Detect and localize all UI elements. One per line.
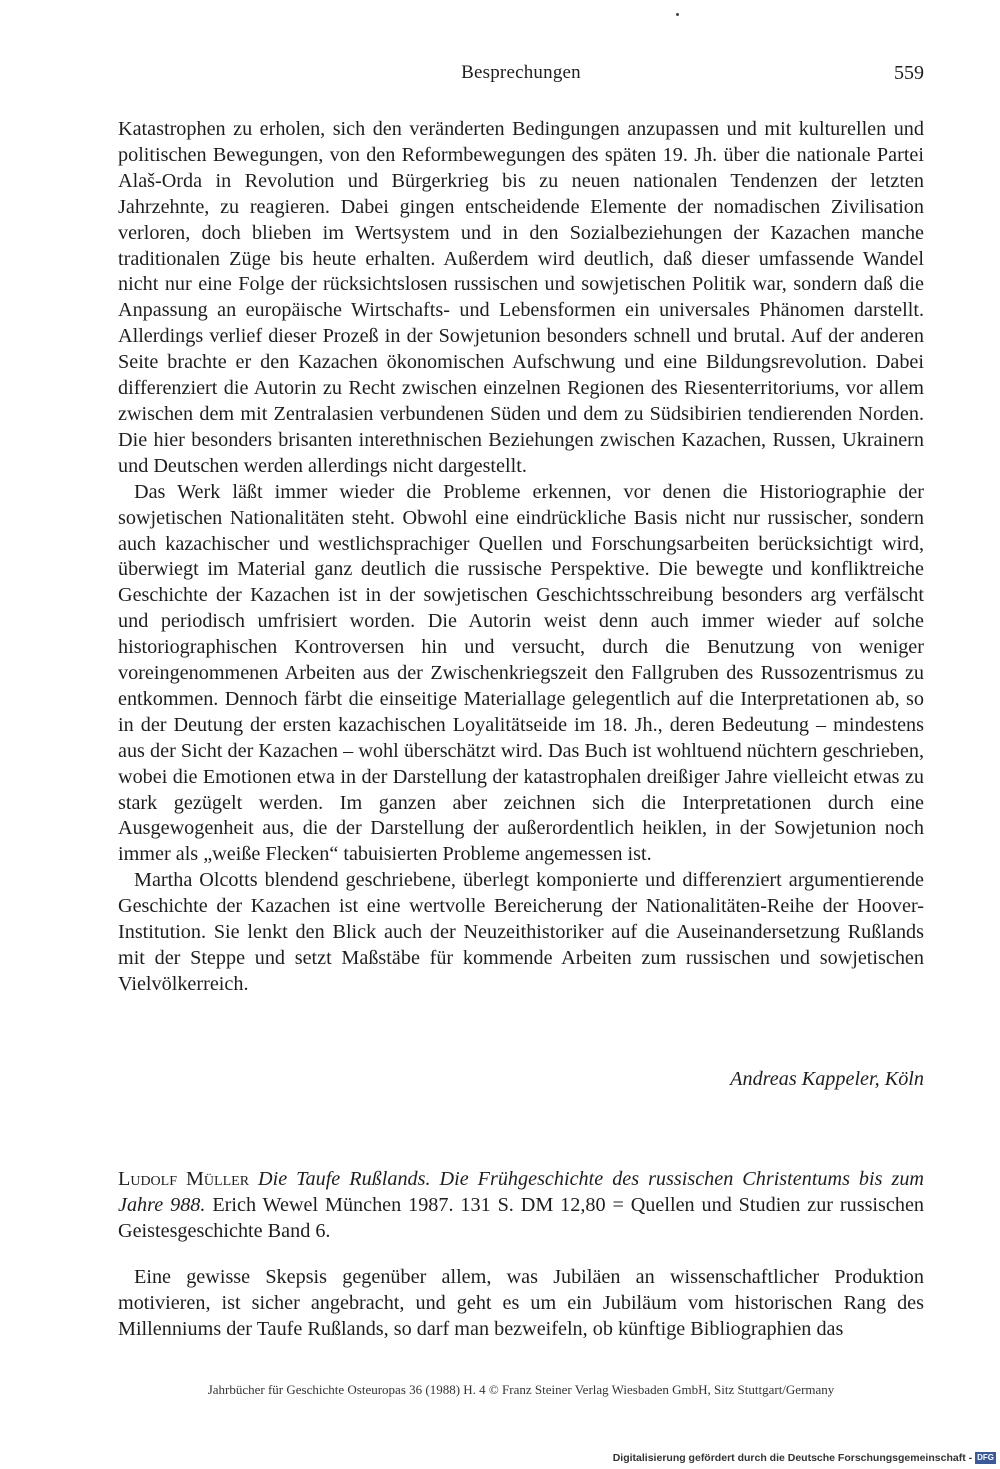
- review-body-text: [118, 117, 924, 998]
- dfg-note-text: Digitalisierung gefördert durch die Deutsche Forschungsgemeinschaft -: [612, 1452, 973, 1464]
- review-author-signature: Andreas Kappeler, Köln: [730, 1068, 924, 1090]
- dfg-funding-note: [613, 1452, 996, 1464]
- book-title: Die Taufe Rußlands. Die Frühgeschichte des russischen Christentums bis zum Jahre 988.: [118, 1168, 924, 1216]
- journal-footer: Jahrbücher für Geschichte Osteuropas 36 (1988) H. 4 © Franz Steiner Verlag Wiesbaden GmbH, Sitz Stuttgart/Germany: [207, 1382, 835, 1397]
- next-review-citation: [118, 1166, 924, 1244]
- scan-speck: [676, 13, 679, 16]
- book-details: Erich Wewel München 1987. 131 S. DM 12,80 = Quellen und Studien zur russischen Geistesgeschichte Band 6.: [118, 1194, 925, 1242]
- paragraph-3: Martha Olcotts blendend geschriebene, überlegt komponierte und differenziert argumentierende Geschichte der Kazachen ist eine wertvolle Bereicherung der Nationalitäten-Reihe der Hoover-Institution. Sie lenkt den Blick auch der Neuzeithistoriker auf die Auseinandersetzung Rußlands mit der Steppe und setzt Maßstäbe für kommende Arbeiten zum russischen und sowjetischen Vielvölkerreich.: [118, 869, 924, 995]
- section-title: Besprechungen: [461, 62, 581, 83]
- next-review-opening: Eine gewisse Skepsis gegenüber allem, was Jubiläen an wissenschaftlicher Produktion motivieren, ist sicher angebracht, und geht es um ein Jubiläum vom historischen Rang des Millenniums der Taufe Rußlands, so darf man bezweifeln, ob künftige Bibliographien das: [118, 1266, 924, 1340]
- page-number: 559: [894, 62, 924, 84]
- dfg-logo-icon: DFG: [977, 1453, 994, 1462]
- paragraph-1: Katastrophen zu erholen, sich den veränderten Bedingungen anzupassen und mit kulturellen und politischen Bewegungen, von den Reformbewegungen des späten 19. Jh. über die nationale Partei Alaš-Orda in Revolution und Bürgerkrieg bis zu neuen nationalen Tendenzen der letzten Jahrzehnte, zu reagieren. Dabei gingen entscheidende Elemente der nomadischen Zivilisation verloren, doch blieben im Wertsystem und in den Sozialbeziehungen der Kazachen manche traditionalen Züge bis heute erhalten. Außerdem wird deutlich, daß dieser umfassende Wandel nicht nur eine Folge der rücksichtslosen russischen und sowjetischen Politik war, sondern daß die Anpassung an europäische Wirtschafts- und Lebensformen ein universales Phänomen darstellt. Allerdings verlief dieser Prozeß in der Sowjetunion besonders schnell und brutal. Auf der anderen Seite brachte er den Kazachen ökonomischen Aufschwung und eine Bildungsrevolution. Dabei differenziert die Autorin zu Recht zwischen einzelnen Regionen des Riesenterritoriums, vor allem zwischen dem mit Zentralasien verbundenen Süden und dem zu Südsibirien tendierenden Norden. Die hier besonders brisanten interethnischen Beziehungen zwischen Kazachen, Russen, Ukrainern und Deutschen werden allerdings nicht dargestellt.: [118, 118, 924, 477]
- book-author: Ludolf Müller: [118, 1168, 250, 1190]
- paragraph-2: Das Werk läßt immer wieder die Probleme erkennen, vor denen die Historiographie der sowjetischen Nationalitäten steht. Obwohl eine eindrückliche Basis nicht nur russischer, sondern auch kazachischer und westlichsprachiger Quellen und Forschungsarbeiten berücksichtigt wird, überwiegt im Material ganz deutlich die russische Perspektive. Die bewegte und konfliktreiche Geschichte der Kazachen ist in der sowjetischen Geschichtsschreibung besonders arg verfälscht und periodisch umfrisiert worden. Die Autorin weist denn auch immer wieder auf solche historiographischen Kontroversen hin und versucht, durch die Benutzung von weniger voreingenommenen Arbeiten aus der Zwischenkriegszeit den Fallgruben des Russozentrismus zu entkommen. Dennoch färbt die einseitige Materiallage gelegentlich auf die Interpretationen ab, so in der Deutung der ersten kazachischen Loyalitätseide im 18. Jh., deren Bedeutung – mindestens aus der Sicht der Kazachen – wohl überschätzt wird. Das Buch ist wohltuend nüchtern geschrieben, wobei die Emotionen etwa in der Darstellung der katastrophalen dreißiger Jahre vielleicht etwas zu stark gezügelt werden. Im ganzen aber zeichnen sich die Interpretationen durch eine Ausgewogenheit aus, die der Darstellung der außerordentlich heiklen, in der Sowjetunion noch immer als „weiße Flecken“ tabuisierten Probleme angemessen ist.: [118, 480, 924, 866]
- running-head: [118, 62, 924, 90]
